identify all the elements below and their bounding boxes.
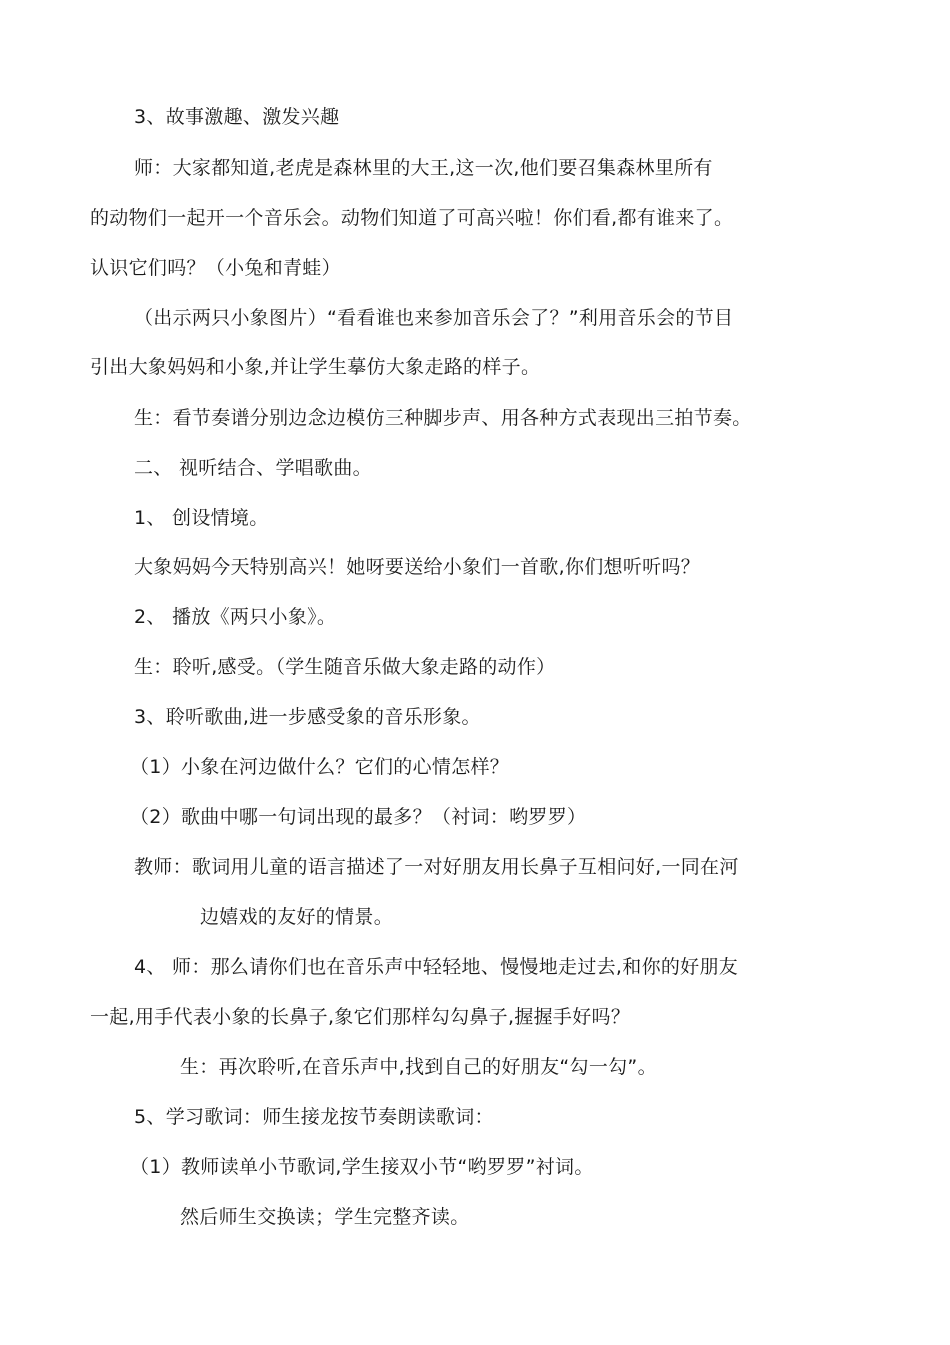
heading-story-interest: 3、故事激趣、激发兴趣	[134, 106, 340, 128]
paragraph-line: 生：聆听,感受。（学生随音乐做大象走路的动作）	[134, 656, 556, 678]
paragraph-line: 教师：歌词用儿童的语言描述了一对好朋友用长鼻子互相问好,一同在河	[134, 856, 739, 878]
paragraph-line: 师：大家都知道,老虎是森林里的大王,这一次,他们要召集森林里所有	[134, 157, 713, 179]
paragraph-line: 一起,用手代表小象的长鼻子,象它们那样勾勾鼻子,握握手好吗？	[90, 1006, 631, 1028]
paragraph-line: 认识它们吗？（小兔和青蛙）	[90, 257, 341, 279]
list-item: （2）歌曲中哪一句词出现的最多？（衬词：哟罗罗）	[130, 806, 587, 828]
list-item: （1）教师读单小节歌词,学生接双小节“哟罗罗”衬词。	[130, 1156, 594, 1178]
paragraph-line: （出示两只小象图片）“看看谁也来参加音乐会了？”利用音乐会的节目	[134, 307, 734, 329]
list-item: （1）小象在河边做什么？它们的心情怎样？	[130, 756, 510, 778]
paragraph-line: 引出大象妈妈和小象,并让学生摹仿大象走路的样子。	[90, 356, 541, 378]
list-item: 1、 创设情境。	[134, 507, 269, 529]
paragraph-line: 生：看节奏谱分别边念边模仿三种脚步声、用各种方式表现出三拍节奏。	[134, 407, 752, 429]
paragraph-line: 然后师生交换读；学生完整齐读。	[180, 1206, 470, 1228]
paragraph-line: 的动物们一起开一个音乐会。动物们知道了可高兴啦！你们看,都有谁来了。	[90, 207, 734, 229]
list-item: 3、聆听歌曲,进一步感受象的音乐形象。	[134, 706, 481, 728]
list-item: 4、 师：那么请你们也在音乐声中轻轻地、慢慢地走过去,和你的好朋友	[134, 956, 739, 978]
list-item: 5、学习歌词：师生接龙按节奏朗读歌词：	[134, 1106, 494, 1128]
paragraph-line: 生：再次聆听,在音乐声中,找到自己的好朋友“勾一勾”。	[180, 1056, 657, 1078]
paragraph-line: 大象妈妈今天特别高兴！她呀要送给小象们一首歌,你们想听听吗？	[134, 556, 701, 578]
section-heading: 二、 视听结合、学唱歌曲。	[134, 457, 372, 479]
list-item: 2、 播放《两只小象》。	[134, 606, 337, 628]
paragraph-line: 边嬉戏的友好的情景。	[200, 906, 394, 928]
